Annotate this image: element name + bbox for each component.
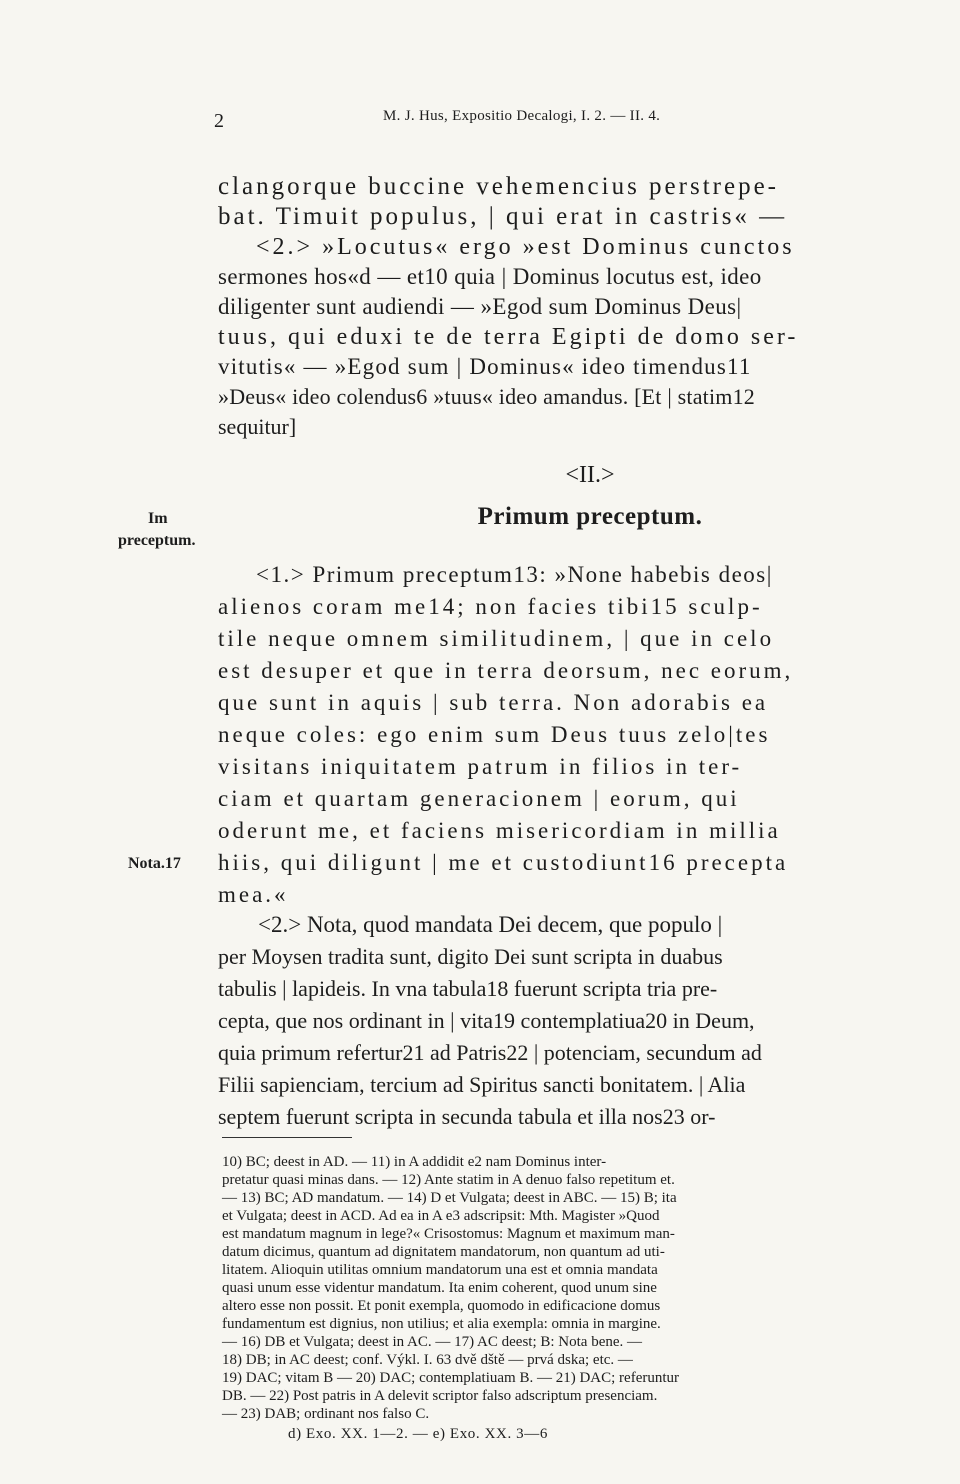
text-line: visitans iniquitatem patrum in filios in ter- bbox=[218, 754, 743, 779]
footnote-line: et Vulgata; deest in ACD. Ad ea in A e3 adscripsit: Mth. Magister »Quod bbox=[222, 1208, 660, 1224]
text-line: mea.« bbox=[218, 882, 289, 907]
text-line: oderunt me, et faciens misericordiam in millia bbox=[218, 818, 781, 843]
footnote-line: fundamentum est dignius, non utilius; et alia exempla: omnia in margine. bbox=[222, 1316, 661, 1332]
text-line: alienos coram me14; non facies tibi15 sculp- bbox=[218, 594, 763, 619]
text-line: septem fuerunt scripta in secunda tabula et illa nos23 or- bbox=[218, 1104, 716, 1129]
footnote-line: altero esse non possit. Et ponit exempla, quomodo in edificacione domus bbox=[222, 1298, 661, 1314]
footnote-line: pretatur quasi minas dans. — 12) Ante statim in A denuo falso repetitum et. bbox=[222, 1172, 675, 1188]
text-line: ciam et quartam generacionem | eorum, qui bbox=[218, 786, 740, 811]
section-number: <II.> bbox=[565, 462, 615, 488]
text-line: hiis, qui diligunt | me et custodiunt16 precepta bbox=[218, 850, 789, 875]
footnote-line: litatem. Alioquin utilitas omnium mandatorum una est et omnia mandata bbox=[222, 1262, 658, 1278]
text-line: tuus, qui eduxi te de terra Egipti de domo ser- bbox=[218, 324, 799, 350]
text-line: Filii sapienciam, tercium ad Spiritus sancti bonitatem. | Alia bbox=[218, 1072, 746, 1097]
section-title: Primum preceptum. bbox=[477, 503, 703, 530]
text-line: vitutis« — »Egod sum | Dominus« ideo timendus11 bbox=[218, 354, 752, 379]
footnote-line: datum dicimus, quantum ad dignitatem mandatorum, non quantum ad uti- bbox=[222, 1244, 665, 1260]
footnote-line: 18) DB; in AC deest; conf. Výkl. I. 63 dvě dště — prvá dska; etc. — bbox=[222, 1352, 633, 1368]
text-line: est desuper et que in terra deorsum, nec eorum, bbox=[218, 658, 794, 683]
text-line: cepta, que nos ordinant in | vita19 contemplatiua20 in Deum, bbox=[218, 1008, 755, 1033]
text-line: <2.> »Locutus« ergo »est Dominus cunctos bbox=[256, 234, 795, 260]
text-line: diligenter sunt audiendi — »Egod sum Dominus Deus| bbox=[218, 294, 742, 319]
running-title: M. J. Hus, Expositio Decalogi, I. 2. — II. 4. bbox=[383, 108, 661, 124]
footnote-line: d) Exo. XX. 1—2. — e) Exo. XX. 3—6 bbox=[288, 1426, 548, 1442]
footnote-line: 19) DAC; vitam B — 20) DAC; contemplatiuam B. — 21) DAC; referuntur bbox=[222, 1370, 680, 1386]
text-line: sequitur] bbox=[218, 414, 297, 439]
footnote-line: est mandatum magnum in lege?« Crisostomus: Magnum et maximum man- bbox=[222, 1226, 675, 1242]
footnote-line: — 16) DB et Vulgata; deest in AC. — 17) AC deest; B: Nota bene. — bbox=[222, 1334, 643, 1350]
text-line: clangorque buccine vehemencius perstrepe- bbox=[218, 173, 779, 200]
margin-note-im: Im bbox=[148, 510, 168, 527]
footnote-rule bbox=[222, 1137, 352, 1138]
text-line: quia primum refertur21 ad Patris22 | potenciam, secundum ad bbox=[218, 1040, 762, 1065]
text-line: sermones hos«d — et10 quia | Dominus locutus est, ideo bbox=[218, 264, 762, 289]
footnote-line: — 13) BC; AD mandatum. — 14) D et Vulgata; deest in ABC. — 15) B; ita bbox=[222, 1190, 677, 1206]
text-line: <1.> Primum preceptum13: »None habebis deos| bbox=[256, 562, 773, 587]
footnote-line: — 23) DAB; ordinant nos falso C. bbox=[222, 1406, 430, 1422]
text-line: <2.> Nota, quod mandata Dei decem, que populo | bbox=[258, 912, 723, 937]
text-line: bat. Timuit populus, | qui erat in castris« — bbox=[218, 203, 788, 230]
text-line: per Moysen tradita sunt, digito Dei sunt scripta in duabus bbox=[218, 944, 723, 969]
page-number: 2 bbox=[214, 110, 224, 132]
text-line: tile neque omnem similitudinem, | que in celo bbox=[218, 626, 775, 651]
margin-note-preceptum: preceptum. bbox=[118, 532, 196, 549]
margin-note-nota: Nota.17 bbox=[128, 855, 181, 872]
text-line: que sunt in aquis | sub terra. Non adorabis ea bbox=[218, 690, 769, 715]
text-line: »Deus« ideo colendus6 »tuus« ideo amandus. [Et | statim12 bbox=[218, 384, 756, 409]
footnote-line: DB. — 22) Post patris in A delevit scriptor falso adscriptum presenciam. bbox=[222, 1388, 658, 1404]
footnote-line: 10) BC; deest in AD. — 11) in A addidit e2 nam Dominus inter- bbox=[222, 1154, 607, 1170]
footnote-line: quasi unum esse videntur mandatum. Ita enim coherent, quod unum sine bbox=[222, 1280, 657, 1296]
text-line: neque coles: ego enim sum Deus tuus zelo|tes bbox=[218, 722, 771, 747]
text-line: tabulis | lapideis. In vna tabula18 fuerunt scripta tria pre- bbox=[218, 976, 718, 1001]
